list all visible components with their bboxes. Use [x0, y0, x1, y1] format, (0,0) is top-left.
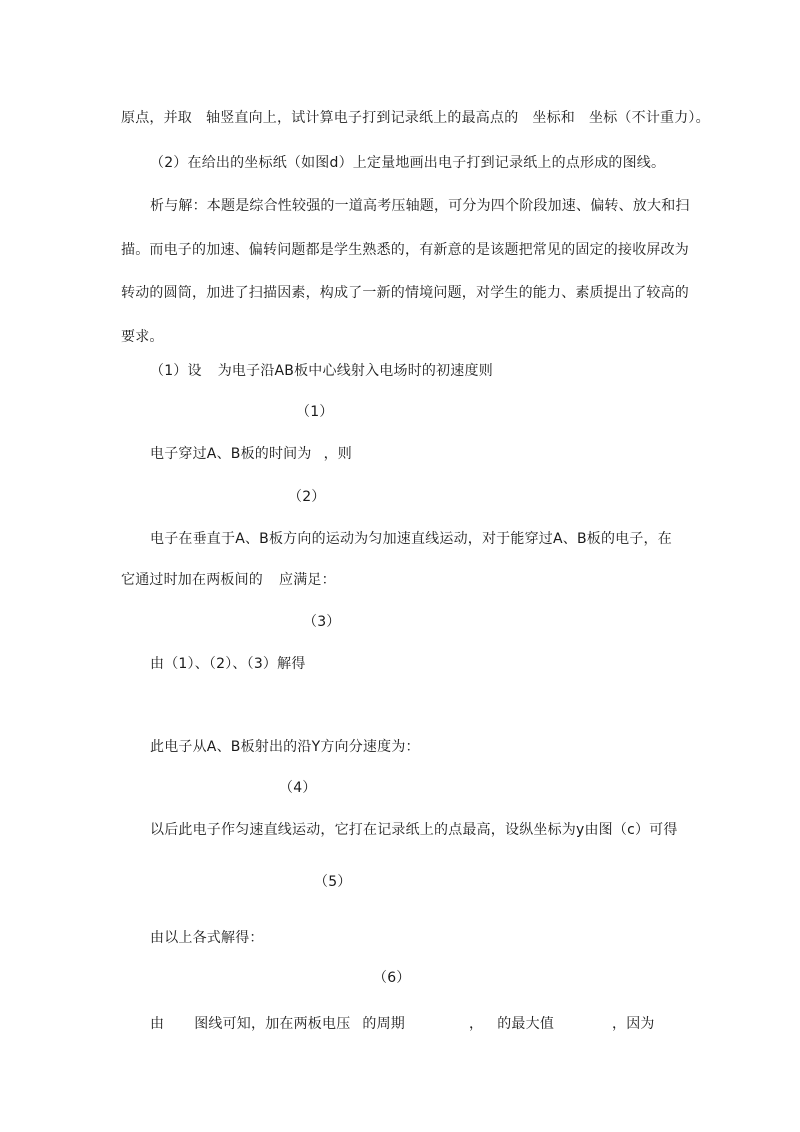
equation-number-1: （1）	[296, 404, 334, 420]
text-line-11: 由（1）、（2）、（3）解得	[150, 656, 306, 672]
text-segment: 的周期	[362, 1016, 406, 1032]
text-line-3: 析与解：本题是综合性较强的一道高考压轴题，可分为四个阶段加速、偏转、放大和扫	[150, 198, 690, 214]
text-segment: ，因为	[612, 1016, 655, 1032]
text-line-13: 以后此电子作匀速直线运动，它打在记录纸上的点最高，设纵坐标为y由图（c）可得	[150, 822, 678, 838]
equation-number-5: （5）	[314, 874, 352, 890]
text-segment: 电子穿过A、B板的时间为	[150, 446, 312, 462]
text-segment: 坐标（不计重力）。	[589, 110, 710, 126]
text-line-1	[121, 108, 710, 128]
text-line-14: 由以上各式解得：	[150, 930, 264, 946]
text-segment: ，	[469, 1016, 484, 1032]
text-segment: 坐标和	[532, 110, 576, 126]
text-segment: 原点，并取	[121, 110, 192, 126]
equation-number-3: （3）	[303, 614, 341, 630]
text-line-4: 描。而电子的加速、偏转问题都是学生熟悉的，有新意的是该题把常见的固定的接收屏改为	[121, 242, 689, 258]
text-line-15	[150, 1014, 655, 1034]
text-segment: ，则	[323, 446, 352, 462]
text-line-6: 要求。	[121, 329, 164, 345]
text-line-2: （2）在给出的坐标纸（如图d）上定量地画出电子打到记录纸上的点形成的图线。	[150, 155, 666, 171]
text-line-5: 转动的圆筒，加进了扫描因素，构成了一新的情境问题，对学生的能力、素质提出了较高的	[121, 285, 689, 301]
text-segment: 应满足：	[279, 572, 336, 588]
equation-number-2: （2）	[288, 489, 326, 505]
text-segment: （1）设	[150, 363, 202, 379]
text-segment: 图线可知，加在两板电压	[194, 1016, 351, 1032]
equation-number-6: （6）	[373, 970, 411, 986]
text-line-9: 电子在垂直于A、B板方向的运动为匀加速直线运动，对于能穿过A、B板的电子，在	[150, 531, 672, 547]
text-line-12: 此电子从A、B板射出的沿Y方向分速度为：	[150, 739, 420, 755]
text-segment: 轴竖直向上，试计算电子打到记录纸上的最高点的	[206, 110, 519, 126]
text-line-8	[150, 444, 352, 464]
text-segment: 由	[150, 1016, 165, 1032]
text-segment: 为电子沿AB板中心线射入电场时的初速度则	[217, 363, 493, 379]
text-line-10	[121, 570, 336, 590]
text-segment: 它通过时加在两板间的	[121, 572, 263, 588]
text-segment: 的最大值	[497, 1016, 555, 1032]
text-line-7	[150, 361, 493, 381]
equation-number-4: （4）	[279, 780, 317, 796]
